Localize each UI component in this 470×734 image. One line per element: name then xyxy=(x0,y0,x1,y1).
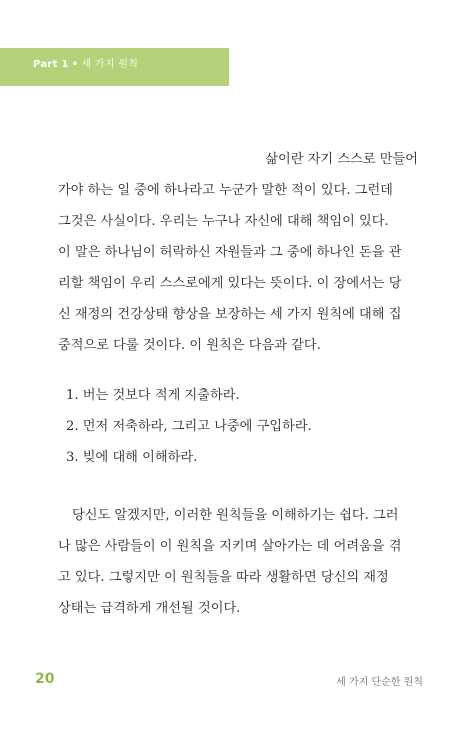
paragraph-line: 고 있다. 그렇지만 이 원칙들을 따라 생활하면 당신의 재정 xyxy=(58,570,389,585)
paragraph-line: 리할 책임이 우리 스스로에게 있다는 뜻이다. 이 장에서는 당 xyxy=(58,276,402,291)
part-label: Part 1 xyxy=(33,59,69,70)
paragraph-line: 중적으로 다룰 것이다. 이 원칙은 다음과 같다. xyxy=(58,338,321,353)
header-separator: • xyxy=(71,59,79,70)
chapter-header xyxy=(33,55,138,70)
paragraph-line: 가야 하는 일 중에 하나라고 누군가 말한 적이 있다. 그런데 xyxy=(58,183,393,198)
running-title: 세 가지 단순한 원칙 xyxy=(336,677,423,688)
paragraph-intro xyxy=(58,144,418,361)
paragraph-line: 당신도 알겠지만, 이러한 원칙들을 이해하기는 쉽다. 그러 xyxy=(72,508,399,523)
list-item: 3. 빚에 대해 이해하라. xyxy=(66,450,198,465)
paragraph-conclusion xyxy=(58,500,418,624)
paragraph-line: 이 말은 하나님이 허락하신 자원들과 그 중에 하나인 돈을 관 xyxy=(58,245,402,260)
paragraph-line: 나 많은 사람들이 이 원칙을 지키며 살아가는 데 어려움을 겪 xyxy=(58,539,402,554)
list-item: 1. 버는 것보다 적게 지출하라. xyxy=(66,388,240,403)
principles-list xyxy=(66,380,312,473)
section-title: 세 가지 원칙 xyxy=(81,59,139,70)
page-number: 20 xyxy=(35,671,55,687)
list-item: 2. 먼저 저축하라, 그리고 나중에 구입하라. xyxy=(66,419,312,434)
paragraph-line: 그것은 사실이다. 우리는 누구나 자신에 대해 책임이 있다. xyxy=(58,214,389,229)
paragraph-line: 삶이란 자기 스스로 만들어 xyxy=(265,152,418,167)
paragraph-line: 신 재정의 건강상태 향상을 보장하는 세 가지 원칙에 대해 집 xyxy=(58,307,402,322)
paragraph-line: 상태는 급격하게 개선될 것이다. xyxy=(58,601,241,616)
